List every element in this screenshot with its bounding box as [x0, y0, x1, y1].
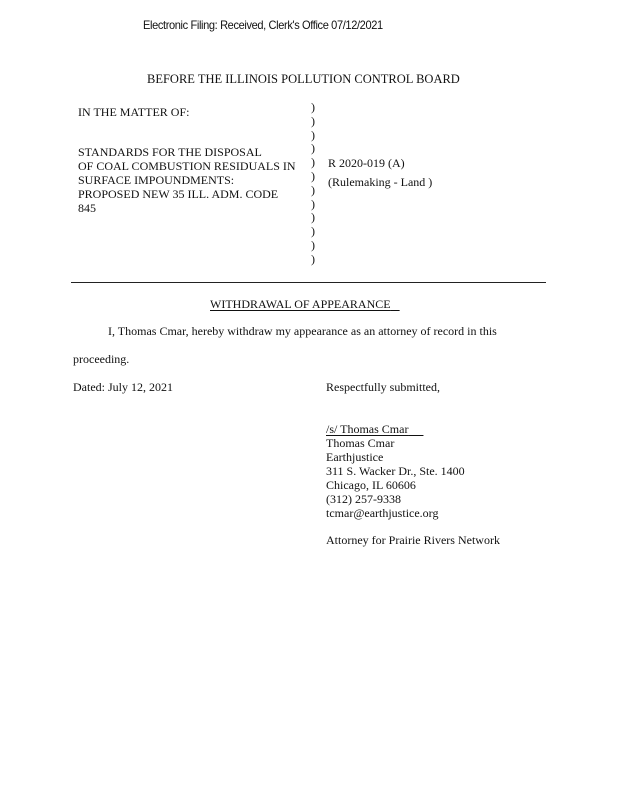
withdrawal-title — [210, 297, 400, 312]
matter-line: SURFACE IMPOUNDMENTS: — [78, 173, 235, 187]
case-type: (Rulemaking - Land ) — [328, 175, 433, 189]
dated-line: Dated: July 12, 2021 — [73, 380, 173, 394]
caption-paren: ) — [311, 251, 315, 266]
caption-parentheses — [311, 101, 315, 267]
signature-text: /s/ Thomas Cmar — [326, 422, 409, 436]
matter-line: OF COAL COMBUSTION RESIDUALS IN — [78, 159, 296, 173]
in-the-matter-label: IN THE MATTER OF: — [78, 105, 190, 119]
body-line-1: I, Thomas Cmar, hereby withdraw my appearance as an attorney of record in this — [108, 324, 497, 338]
caption-paren: ) — [311, 196, 315, 211]
caption-paren: ) — [311, 237, 315, 252]
caption-paren: ) — [311, 113, 315, 128]
signer-role: Attorney for Prairie Rivers Network — [326, 533, 500, 547]
body-line-2: proceeding. — [73, 352, 130, 366]
signer-email: tcmar@earthjustice.org — [326, 506, 439, 520]
signer-address-2: Chicago, IL 60606 — [326, 478, 416, 492]
caption-paren: ) — [311, 100, 315, 114]
board-heading: BEFORE THE ILLINOIS POLLUTION CONTROL BOARD — [147, 72, 460, 86]
signer-org: Earthjustice — [326, 450, 384, 464]
signature-block — [326, 422, 465, 520]
caption-paren: ) — [311, 155, 315, 170]
caption-paren: ) — [311, 168, 315, 183]
closing-line: Respectfully submitted, — [326, 380, 440, 394]
filing-stamp: Electronic Filing: Received, Clerk's Office 07/12/2021 — [143, 18, 383, 32]
caption-paren: ) — [311, 224, 315, 239]
matter-line: 845 — [78, 201, 96, 215]
caption-paren: ) — [311, 141, 315, 156]
caption-paren: ) — [311, 210, 315, 225]
matter-line: STANDARDS FOR THE DISPOSAL — [78, 145, 262, 159]
signer-name: Thomas Cmar — [326, 436, 395, 450]
caption-paren: ) — [311, 127, 315, 142]
signer-phone: (312) 257-9338 — [326, 492, 401, 506]
caption-divider — [71, 282, 546, 283]
case-number: R 2020-019 (A) — [328, 156, 405, 170]
signer-address-1: 311 S. Wacker Dr., Ste. 1400 — [326, 464, 465, 478]
matter-line: PROPOSED NEW 35 ILL. ADM. CODE — [78, 187, 279, 201]
withdrawal-title-text: WITHDRAWAL OF APPEARANCE — [210, 297, 391, 311]
signature-line — [326, 422, 465, 436]
caption-paren: ) — [311, 182, 315, 197]
matter-description — [78, 145, 296, 215]
